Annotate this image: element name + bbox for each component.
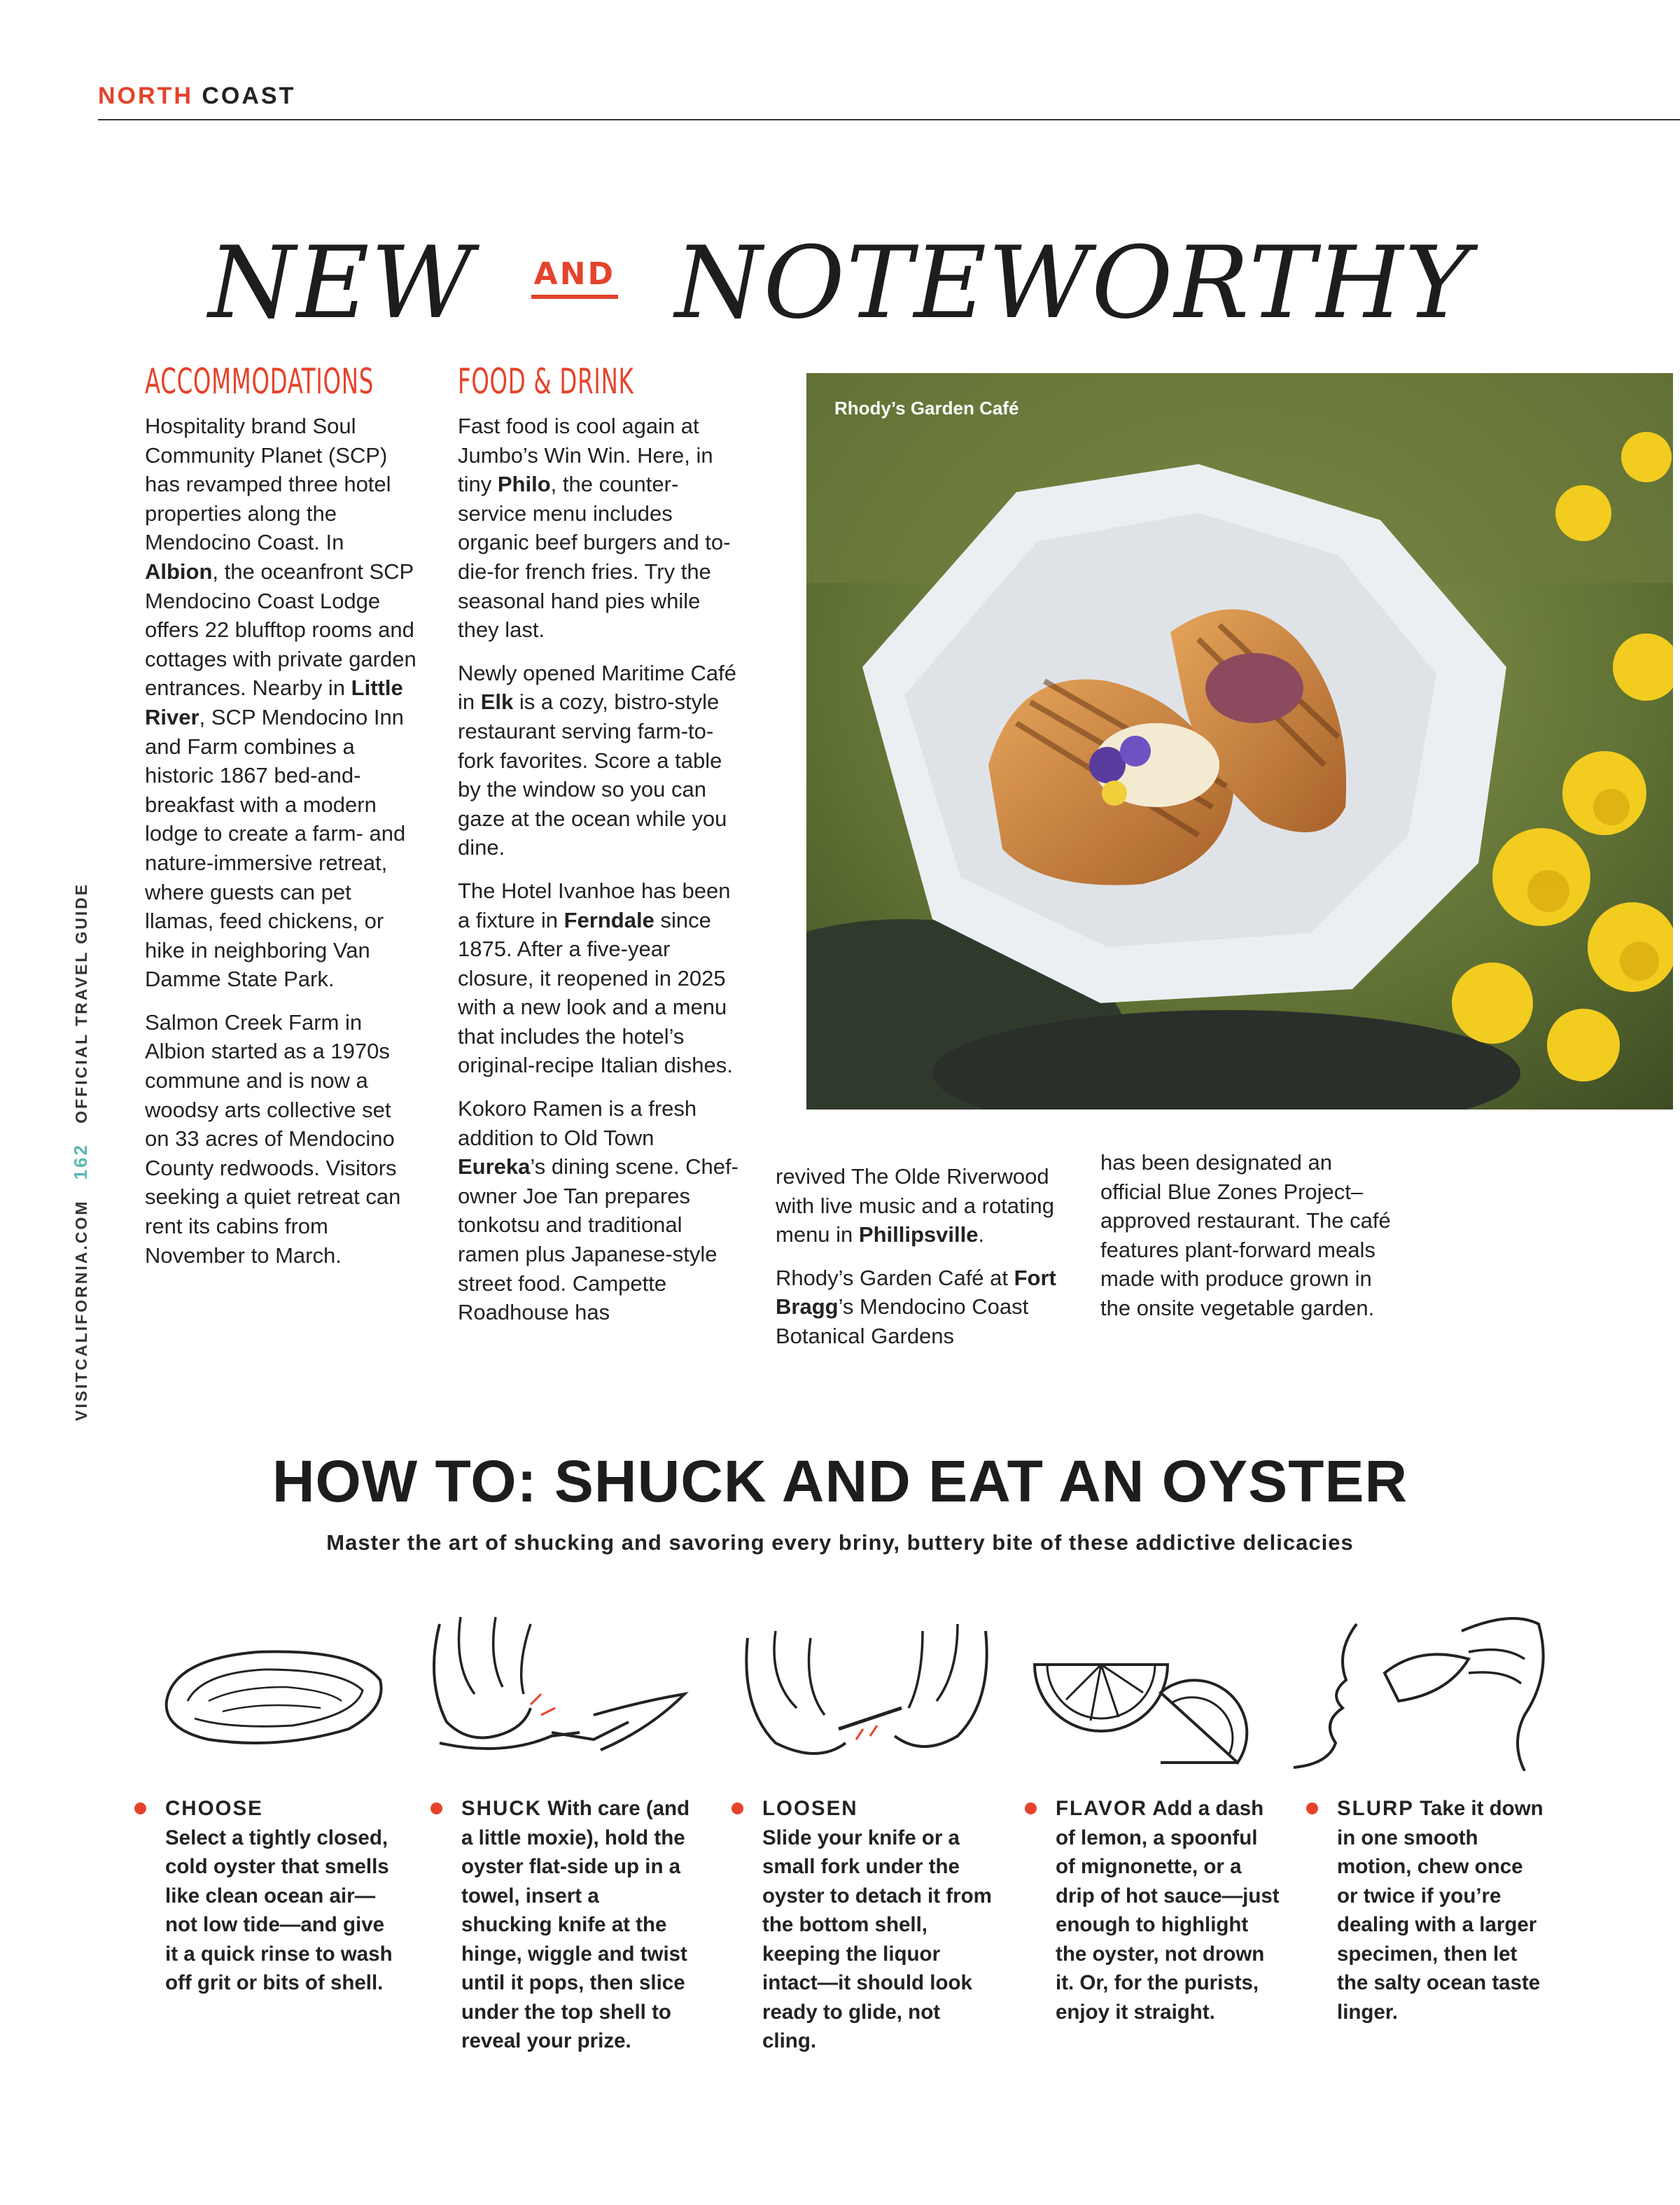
page-number: 162	[70, 1143, 91, 1180]
text-run: , the oceanfront SCP Mendocino Coast Lodge offers 22 blufftop rooms and cottages with private garden entrances. Nearby in	[145, 559, 416, 701]
header-rule	[98, 119, 1680, 120]
step-label: CHOOSE	[165, 1797, 263, 1820]
text-run: The Hotel Ivanhoe has been a fixture in	[458, 878, 731, 932]
column-4-text	[1100, 1148, 1394, 1337]
text-run: revived The Olde Riverwood with live music and a rotating menu in	[776, 1164, 1055, 1247]
text-run: , the counter-service menu includes organic beef burgers and to-die-for french fries. Try the seasonal hand pies while they last.	[458, 472, 731, 643]
column-4-paragraph-1: has been designated an official Blue Zones Project–approved restaurant. The café features plant-forward meals made with produce grown in the onsite vegetable garden.	[1100, 1150, 1391, 1320]
text-run: Fast food is cool again at Jumbo’s Win Win. Here, in tiny	[458, 414, 713, 497]
oyster-shell-icon	[153, 1631, 391, 1757]
column-3-paragraph-1	[776, 1162, 1084, 1250]
step-flavor	[1056, 1794, 1280, 2026]
photo-caption: Rhody’s Garden Café	[834, 398, 1019, 419]
title-and: AND	[531, 256, 618, 299]
accommodations-heading: ACCOMMODATIONS	[145, 361, 374, 402]
step-text: Slide your knife or a small fork under the oyster to detach it from the bottom shell, keeping the liquor intact—it should look ready to glide, not cling.	[762, 1826, 992, 2052]
place-ferndale: Ferndale	[564, 907, 654, 932]
step-text: With care (and a little moxie), hold the oyster flat-side up in a towel, insert a shucking knife at the hinge, wiggle and twist until it pops, then slice under the top shell to reveal your prize.	[461, 1797, 690, 2052]
text-run: Rhody’s Garden Café at	[776, 1265, 1014, 1290]
step-text: Select a tightly closed, cold oyster that smells like clean ocean air—not low tide—and give it a quick rinse to wash off grit or bits of shell.	[165, 1826, 393, 1994]
lemon-wedges-icon	[1028, 1623, 1252, 1770]
text-run: Kokoro Ramen is a fresh addition to Old Town	[458, 1096, 697, 1150]
bullet-dot	[1025, 1802, 1037, 1814]
step-label: SLURP	[1337, 1797, 1414, 1820]
sandwich-photo-illustration	[806, 373, 1673, 1110]
shucking-hands-icon	[419, 1610, 699, 1764]
food-text	[458, 412, 743, 1341]
bullet-dot	[430, 1802, 442, 1814]
loosen-hands-fork-icon	[734, 1610, 1000, 1771]
text-run: Hospitality brand Soul Community Planet (SCP) has revamped three hotel properties along the Mendocino Coast. In	[145, 414, 391, 555]
accommodations-paragraph-2: Salmon Creek Farm in Albion started as a 1970s commune and is now a woodsy arts collective set on 33 acres of Mendocino County redwoods. Visitors seeking a quiet retreat can rent its cabins from November to March.	[145, 1009, 401, 1268]
step-shuck	[461, 1794, 692, 2056]
title-part2: NOTEWORTHY	[675, 225, 1472, 341]
food-paragraph-4	[458, 1094, 743, 1327]
text-run: is a cozy, bistro-style restaurant serving farm-to-fork favorites. Score a table by the window so you can gaze at the ocean while you dine.	[458, 690, 727, 860]
place-fort-bragg: Fort Bragg	[776, 1265, 1056, 1320]
place-albion: Albion	[145, 559, 213, 584]
bullet-dot	[134, 1802, 146, 1814]
text-run: , SCP Mendocino Inn and Farm combines a historic 1867 bed-and-breakfast with a modern lodge to create a farm- and nature-immersive retreat, where guests can pet llamas, feed chickens, or hike in neighboring Van Damme State Park.	[145, 704, 406, 992]
slurp-face-hand-icon	[1280, 1603, 1560, 1771]
step-label: FLAVOR	[1056, 1797, 1148, 1820]
step-slurp	[1337, 1794, 1547, 2026]
page-title	[0, 225, 1680, 341]
place-phillipsville: Phillipsville	[858, 1222, 979, 1247]
accommodations-text	[145, 412, 418, 1284]
food-heading: FOOD & DRINK	[458, 361, 634, 402]
side-label-guide: OFFICIAL TRAVEL GUIDE	[72, 882, 90, 1124]
place-elk: Elk	[480, 690, 514, 715]
food-paragraph-2	[458, 659, 743, 862]
howto-subtitle: Master the art of shucking and savoring every briny, buttery bite of these addictive delicacies	[326, 1530, 1354, 1555]
side-label	[70, 883, 92, 1421]
step-text: Add a dash of lemon, a spoonful of mignonette, or a drip of hot sauce—just enough to highlight the oyster, not drown it. Or, for the purists, enjoy it straight.	[1056, 1797, 1280, 2024]
food-paragraph-1	[458, 412, 743, 645]
section-label-word2: COAST	[202, 83, 296, 109]
bullet-dot	[732, 1802, 743, 1814]
side-label-site: VISITCALIFORNIA.COM	[72, 1199, 90, 1421]
howto-title: HOW TO: SHUCK AND EAT AN OYSTER	[272, 1448, 1408, 1514]
section-label	[98, 83, 295, 110]
step-choose	[165, 1794, 396, 1998]
text-run: ’s Mendocino Coast Botanical Gardens	[776, 1294, 1029, 1348]
bullet-dot	[1306, 1802, 1318, 1814]
food-paragraph-3	[458, 876, 743, 1080]
column-3-text	[776, 1162, 1084, 1365]
photo-rhodys-garden-cafe	[806, 373, 1673, 1110]
step-loosen	[762, 1794, 993, 2056]
section-label-word1: NORTH	[98, 83, 193, 109]
accommodations-paragraph-1	[145, 412, 418, 994]
text-run: ’s dining scene. Chef-owner Joe Tan prepares tonkotsu and traditional ramen plus Japanese-style street food. Campette Roadhouse has	[458, 1154, 738, 1325]
text-run: .	[978, 1222, 985, 1247]
column-3-paragraph-2	[776, 1264, 1084, 1351]
text-run: Newly opened Maritime Café in	[458, 660, 737, 715]
place-little-river: Little River	[145, 676, 403, 729]
text-run: since 1875. After a five-year closure, it reopened in 2025 with a new look and a menu that includes the hotel’s original-recipe Italian dishes.	[458, 907, 733, 1078]
place-philo: Philo	[497, 472, 551, 497]
step-text: Take it down in one smooth motion, chew once or twice if you’re dealing with a larger specimen, then let the salty ocean taste linger.	[1337, 1797, 1544, 2024]
step-label: LOOSEN	[762, 1797, 858, 1820]
step-label: SHUCK	[461, 1797, 542, 1820]
title-part1: NEW	[208, 225, 475, 341]
place-eureka: Eureka	[458, 1154, 531, 1180]
